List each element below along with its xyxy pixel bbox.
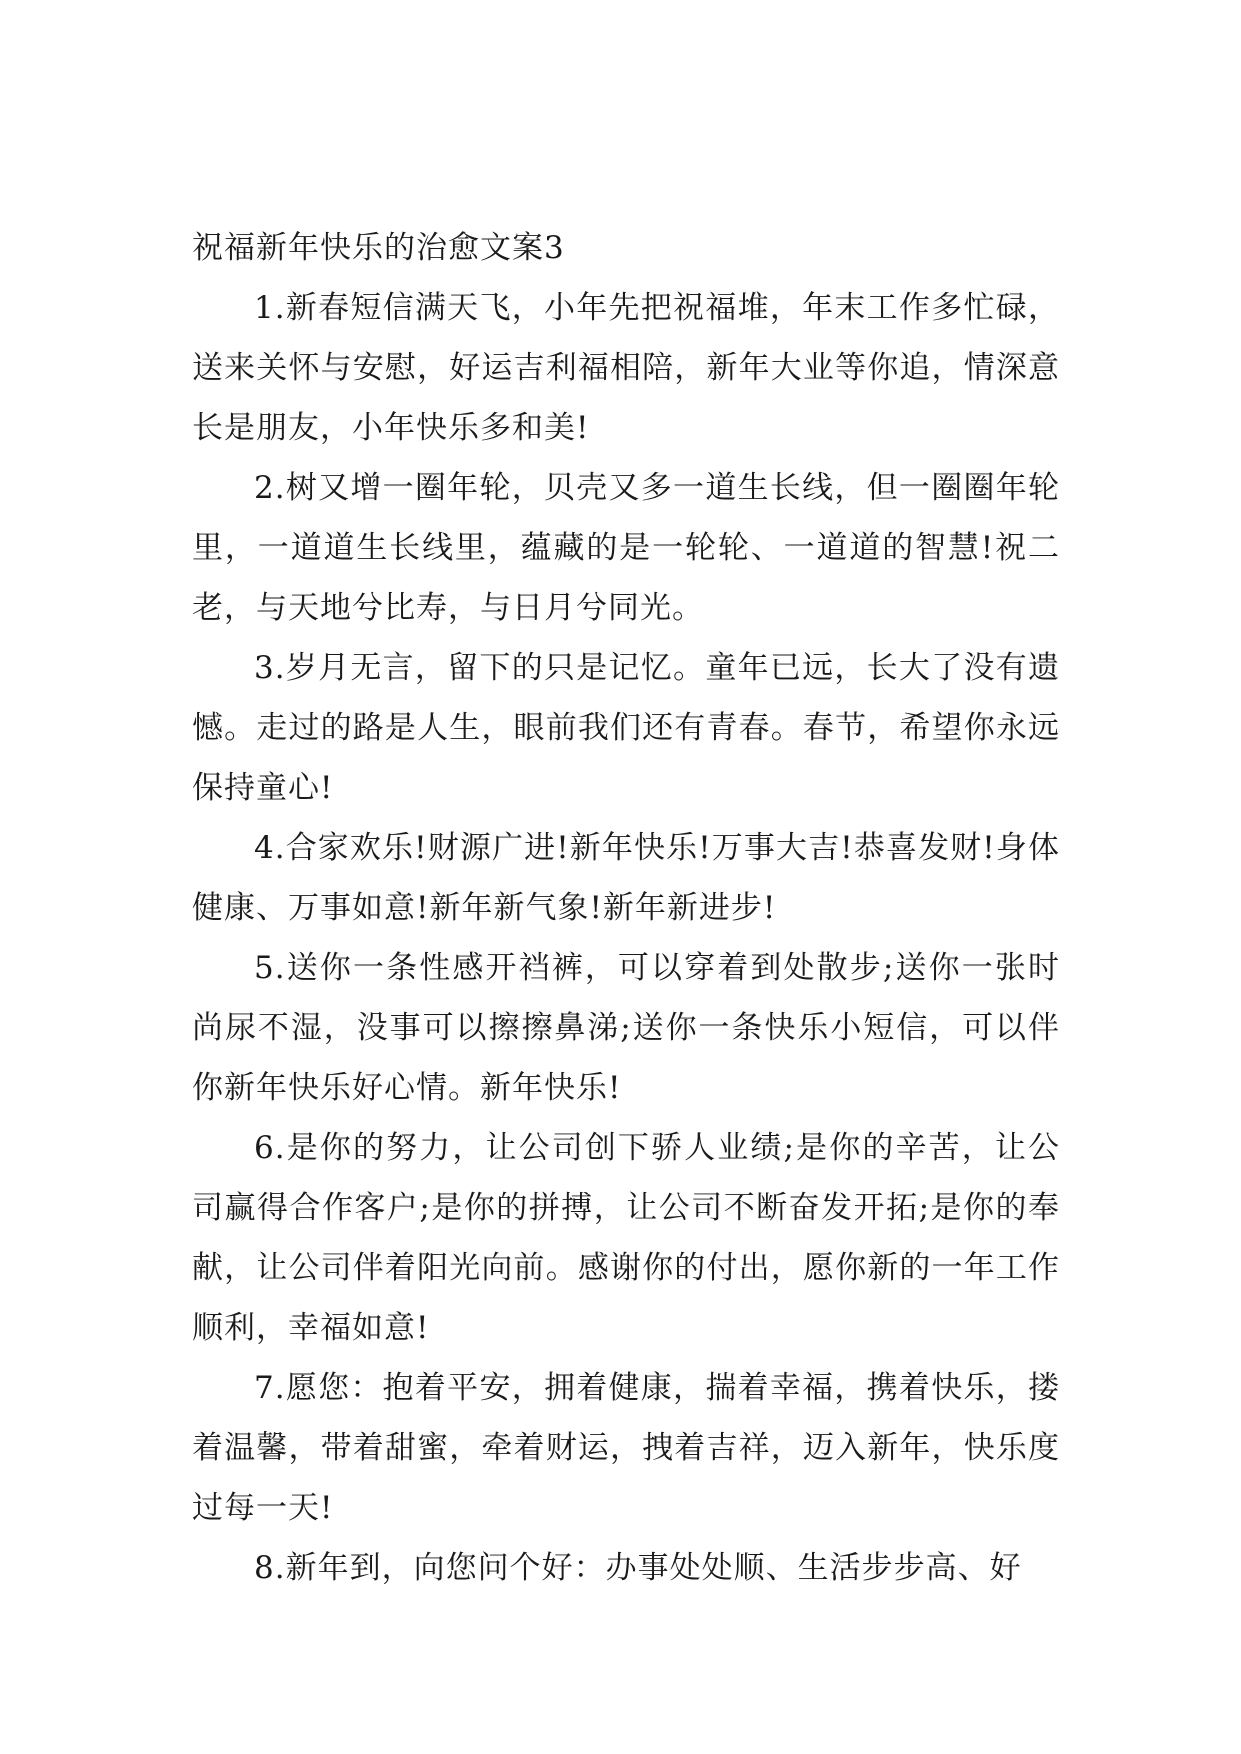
paragraph-2: 2.树又增一圈年轮，贝壳又多一道生长线，但一圈圈年轮里，一道道生长线里，蕴藏的是一轮轮、一道道的智慧!祝二老，与天地兮比寿，与日月兮同光。 <box>192 470 1060 626</box>
paragraph-4: 4.合家欢乐!财源广进!新年快乐!万事大吉!恭喜发财!身体健康、万事如意!新年新气象!新年新进步! <box>192 830 1060 926</box>
paragraph-6: 6.是你的努力，让公司创下骄人业绩;是你的辛苦，让公司赢得合作客户;是你的拼搏，让公司不断奋发开拓;是你的奉献，让公司伴着阳光向前。感谢你的付出，愿你新的一年工作顺利，幸福如意! <box>192 1130 1060 1346</box>
paragraph-8: 8.新年到，向您问个好：办事处处顺、生活步步高、好 <box>254 1550 1022 1586</box>
document-body <box>192 218 1060 1598</box>
paragraph-3: 3.岁月无言，留下的只是记忆。童年已远，长大了没有遗憾。走过的路是人生，眼前我们还有青春。春节，希望你永远保持童心! <box>192 650 1060 806</box>
document-title: 祝福新年快乐的治愈文案3 <box>192 230 565 266</box>
paragraph-1: 1.新春短信满天飞，小年先把祝福堆，年末工作多忙碌，送来关怀与安慰，好运吉利福相陪，新年大业等你追，情深意长是朋友，小年快乐多和美! <box>192 290 1060 446</box>
paragraph-7: 7.愿您：抱着平安，拥着健康，揣着幸福，携着快乐，搂着温馨，带着甜蜜，牵着财运，拽着吉祥，迈入新年，快乐度过每一天! <box>192 1370 1060 1526</box>
paragraph-5: 5.送你一条性感开裆裤，可以穿着到处散步;送你一张时尚尿不湿，没事可以擦擦鼻涕;送你一条快乐小短信，可以伴你新年快乐好心情。新年快乐! <box>192 950 1060 1106</box>
